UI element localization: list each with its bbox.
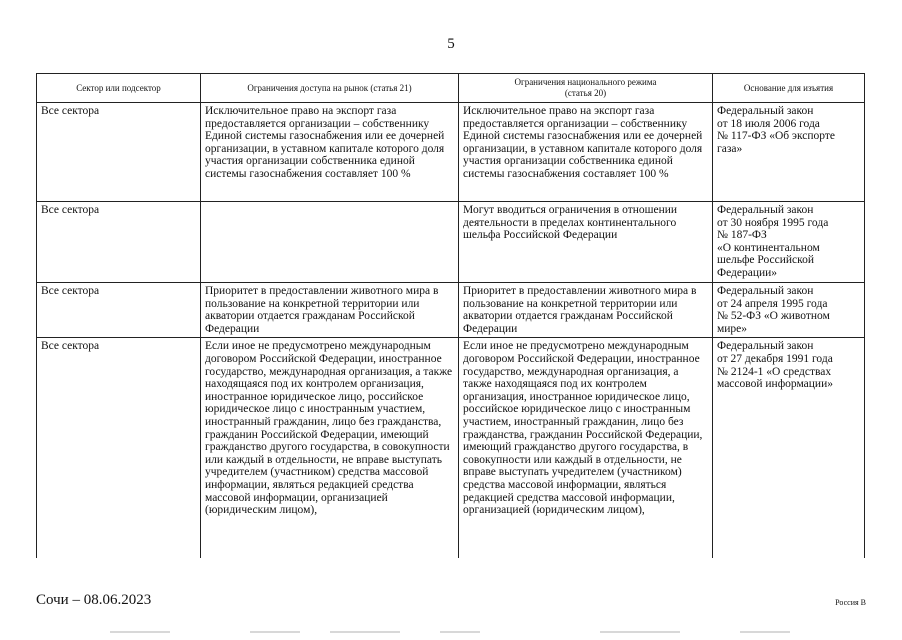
reservations-table (36, 73, 865, 558)
footer-place-date: Сочи – 08.06.2023 (36, 592, 152, 608)
cell-basis: Федеральный закон от 30 ноября 1995 года № 187-ФЗ «О континентальном шельфе Российской Федерации» (713, 202, 865, 283)
scan-artifact-divider (110, 631, 170, 633)
cell-sector: Все сектора (37, 103, 201, 202)
scan-artifact-divider (250, 631, 300, 633)
table-row (37, 103, 865, 202)
cell-sector: Все сектора (37, 338, 201, 559)
cell-basis: Федеральный закон от 24 апреля 1995 года № 52-ФЗ «О животном мире» (713, 283, 865, 338)
cell-sector: Все сектора (37, 283, 201, 338)
table-header-row (37, 74, 865, 103)
cell-sector: Все сектора (37, 202, 201, 283)
table-row (37, 283, 865, 338)
cell-national-treatment: Приоритет в предоставлении животного мира в пользование на конкретной территории или акватории отдается гражданам Российской Федерации (459, 283, 713, 338)
cell-national-treatment: Могут вводиться ограничения в отношении деятельности в пределах континентального шельфа Российской Федерации (459, 202, 713, 283)
header-market-access: Ограничения доступа на рынок (статья 21) (201, 74, 459, 103)
scan-artifact-divider (740, 631, 790, 633)
cell-national-treatment: Если иное не предусмотрено международным договором Российской Федерации, иностранное государство, международная организация, а также находящаяся под их контролем организация, иностранное юридическое лицо, российское юридическое лицо с иностранным участием, иностранный гражданин, лицо без гражданства, гражданин Российской Федерации, имеющий гражданство другого государства, в совокупности или каждый в отдельности, не вправе выступать учредителем (участником) средства массовой информации, являться редакцией средства массовой информации, организацией (юридическим лицом), (459, 338, 713, 559)
cell-basis: Федеральный закон от 18 июля 2006 года № 117-ФЗ «Об экспорте газа» (713, 103, 865, 202)
scan-artifact-divider (330, 631, 400, 633)
header-sector: Сектор или подсектор (37, 74, 201, 103)
scan-artifact-divider (600, 631, 680, 633)
cell-market-access (201, 202, 459, 283)
cell-national-treatment: Исключительное право на экспорт газа предоставляется организации – собственнику Единой системы газоснабжения или ее дочерней организации, в уставном капитале которого доля участия организации собственника единой системы газоснабжения составляет 100 % (459, 103, 713, 202)
footer-code: Россия В (835, 598, 866, 607)
table-row (37, 202, 865, 283)
cell-market-access: Приоритет в предоставлении животного мира в пользование на конкретной территории или акватории отдается гражданам Российской Федерации (201, 283, 459, 338)
header-national-treatment: Ограничения национального режима (статья 20) (459, 74, 713, 103)
table-row (37, 338, 865, 559)
page-number: 5 (447, 36, 455, 52)
scan-artifact-divider (440, 631, 480, 633)
header-basis: Основание для изъятия (713, 74, 865, 103)
cell-basis: Федеральный закон от 27 декабря 1991 года № 2124-1 «О средствах массовой информации» (713, 338, 865, 559)
cell-market-access: Исключительное право на экспорт газа предоставляется организации – собственнику Единой системы газоснабжения или ее дочерней организации, в уставном капитале которого доля участия организации собственника единой системы газоснабжения составляет 100 % (201, 103, 459, 202)
cell-market-access: Если иное не предусмотрено международным договором Российской Федерации, иностранное государство, международная организация, а также находящаяся под их контролем организация, иностранное юридическое лицо, российское юридическое лицо с иностранным участием, иностранный гражданин, лицо без гражданства, гражданин Российской Федерации, имеющий гражданство другого государства, в совокупности или каждый в отдельности, не вправе выступать учредителем (участником) средства массовой информации, являться редакцией средства массовой информации, организацией (юридическим лицом), (201, 338, 459, 559)
